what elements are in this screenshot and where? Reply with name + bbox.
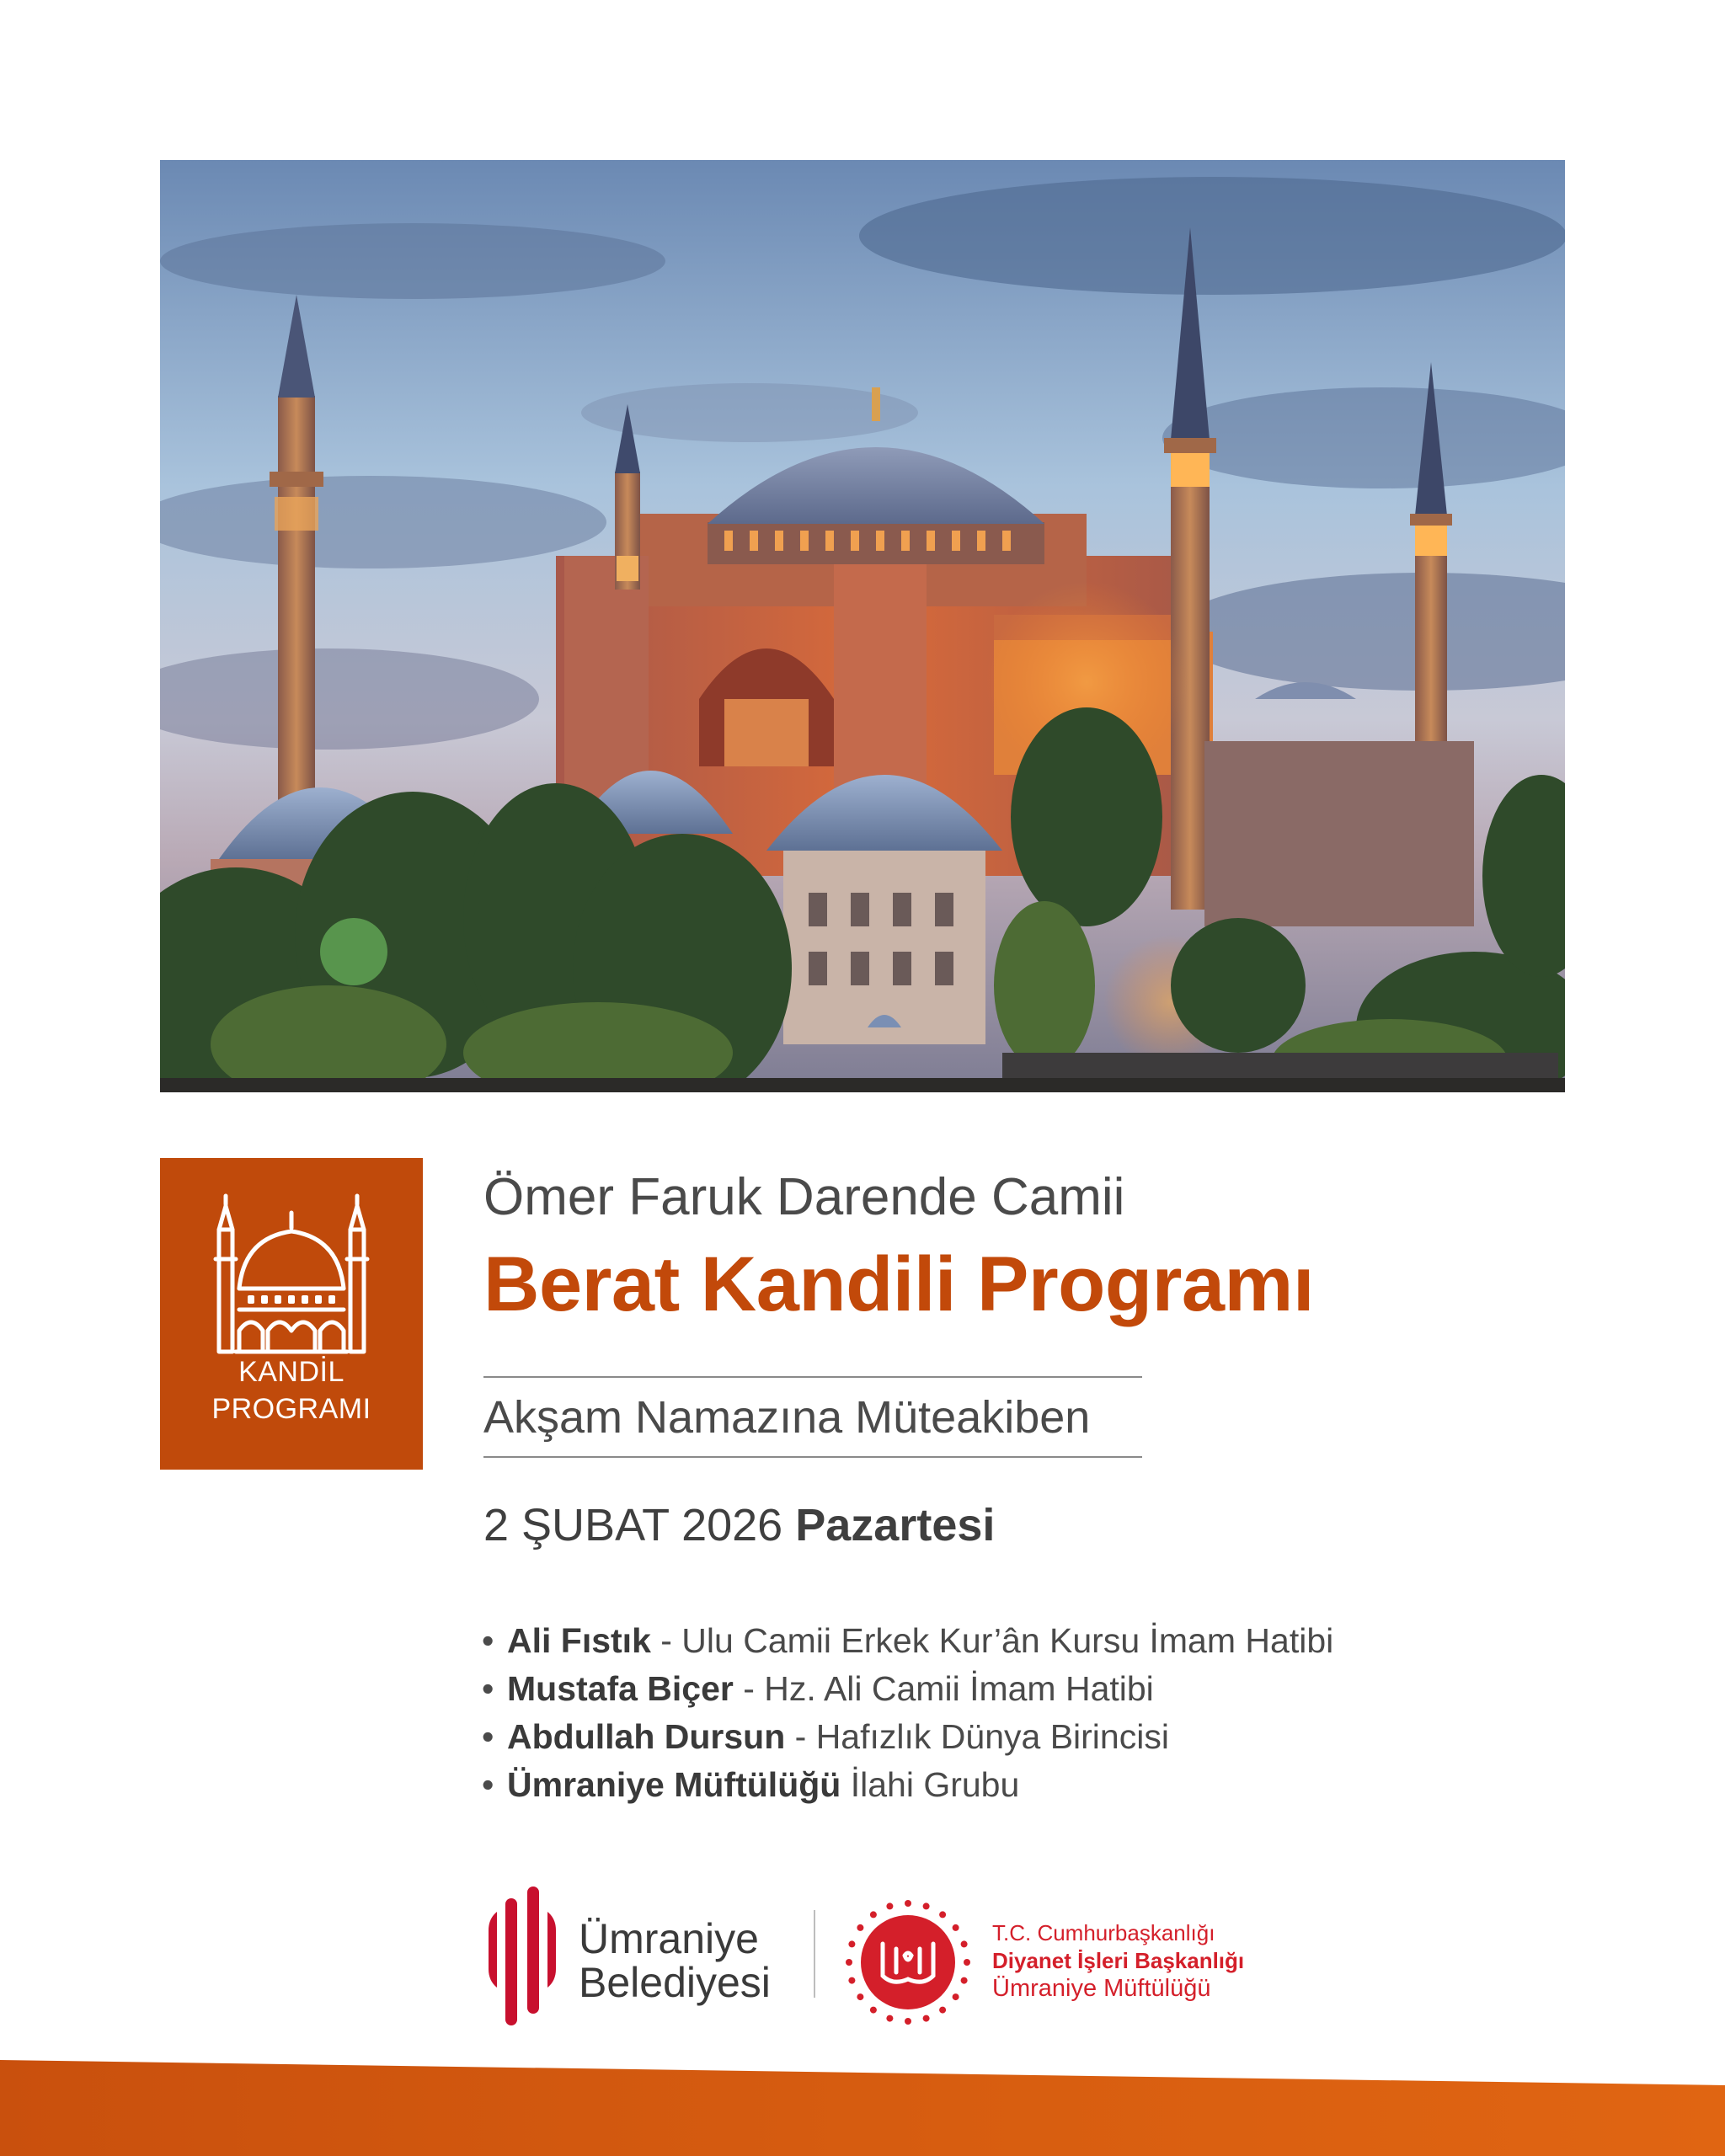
diyanet-line2: Diyanet İşleri Başkanlığı: [992, 1948, 1245, 1973]
speaker-detail: - Ulu Camii Erkek Kur’ân Kursu İmam Hatibi: [650, 1621, 1334, 1660]
badge-label: [160, 1353, 423, 1428]
diyanet-line1: T.C. Cumhurbaşkanlığı: [992, 1920, 1215, 1945]
logo-divider: [814, 1910, 815, 1998]
diyanet-line3: Ümraniye Müftülüğü: [992, 1975, 1211, 2002]
speaker-name: Abdullah Dursun: [507, 1717, 786, 1756]
list-item: [482, 1713, 1333, 1761]
event-date-value: 2 ŞUBAT 2026: [483, 1500, 783, 1550]
divider-bottom: [483, 1456, 1142, 1458]
mosque-icon: [211, 1187, 372, 1356]
umraniye-belediyesi-logo: [482, 1886, 819, 2025]
badge-label-line1: KANDİL: [238, 1356, 344, 1388]
bottom-accent-band: [0, 2060, 1725, 2156]
event-weekday: Pazartesi: [795, 1500, 996, 1550]
diyanet-name: [992, 1919, 1244, 2003]
event-time: Akşam Namazına Müteakiben: [483, 1392, 1091, 1443]
belediye-name: [579, 1917, 771, 2004]
bullet-icon: •: [482, 1765, 494, 1804]
bullet-icon: •: [482, 1621, 494, 1660]
speaker-detail: - Hz. Ali Camii İmam Hatibi: [733, 1669, 1154, 1708]
speaker-name: Ali Fıstık: [507, 1621, 651, 1660]
list-item: [482, 1761, 1333, 1809]
divider-top: [483, 1376, 1142, 1378]
list-item: [482, 1617, 1333, 1665]
list-item: [482, 1665, 1333, 1713]
hagia-sophia-illustration: [160, 160, 1565, 1092]
speaker-list: [482, 1617, 1333, 1809]
speaker-name: Ümraniye Müftülüğü: [507, 1765, 841, 1804]
event-date: [483, 1496, 995, 1555]
bullet-icon: •: [482, 1717, 494, 1756]
diyanet-seal-logo: [841, 1895, 975, 2030]
program-title: Berat Kandili Programı: [483, 1241, 1314, 1327]
speaker-detail: İlahi Grubu: [841, 1765, 1020, 1804]
umraniye-belediye-logo-icon: [482, 1886, 563, 2025]
speaker-name: Mustafa Biçer: [507, 1669, 734, 1708]
mosque-name: Ömer Faruk Darende Camii: [483, 1168, 1125, 1226]
badge-label-line2: PROGRAMI: [211, 1393, 371, 1425]
bullet-icon: •: [482, 1669, 494, 1708]
belediye-name-line1: Ümraniye: [579, 1915, 759, 1962]
speaker-detail: - Hafızlık Dünya Birincisi: [785, 1717, 1169, 1756]
hero-mosque-photo: [160, 160, 1565, 1092]
kandil-program-badge: [160, 1158, 423, 1470]
belediye-name-line2: Belediyesi: [579, 1959, 771, 2006]
